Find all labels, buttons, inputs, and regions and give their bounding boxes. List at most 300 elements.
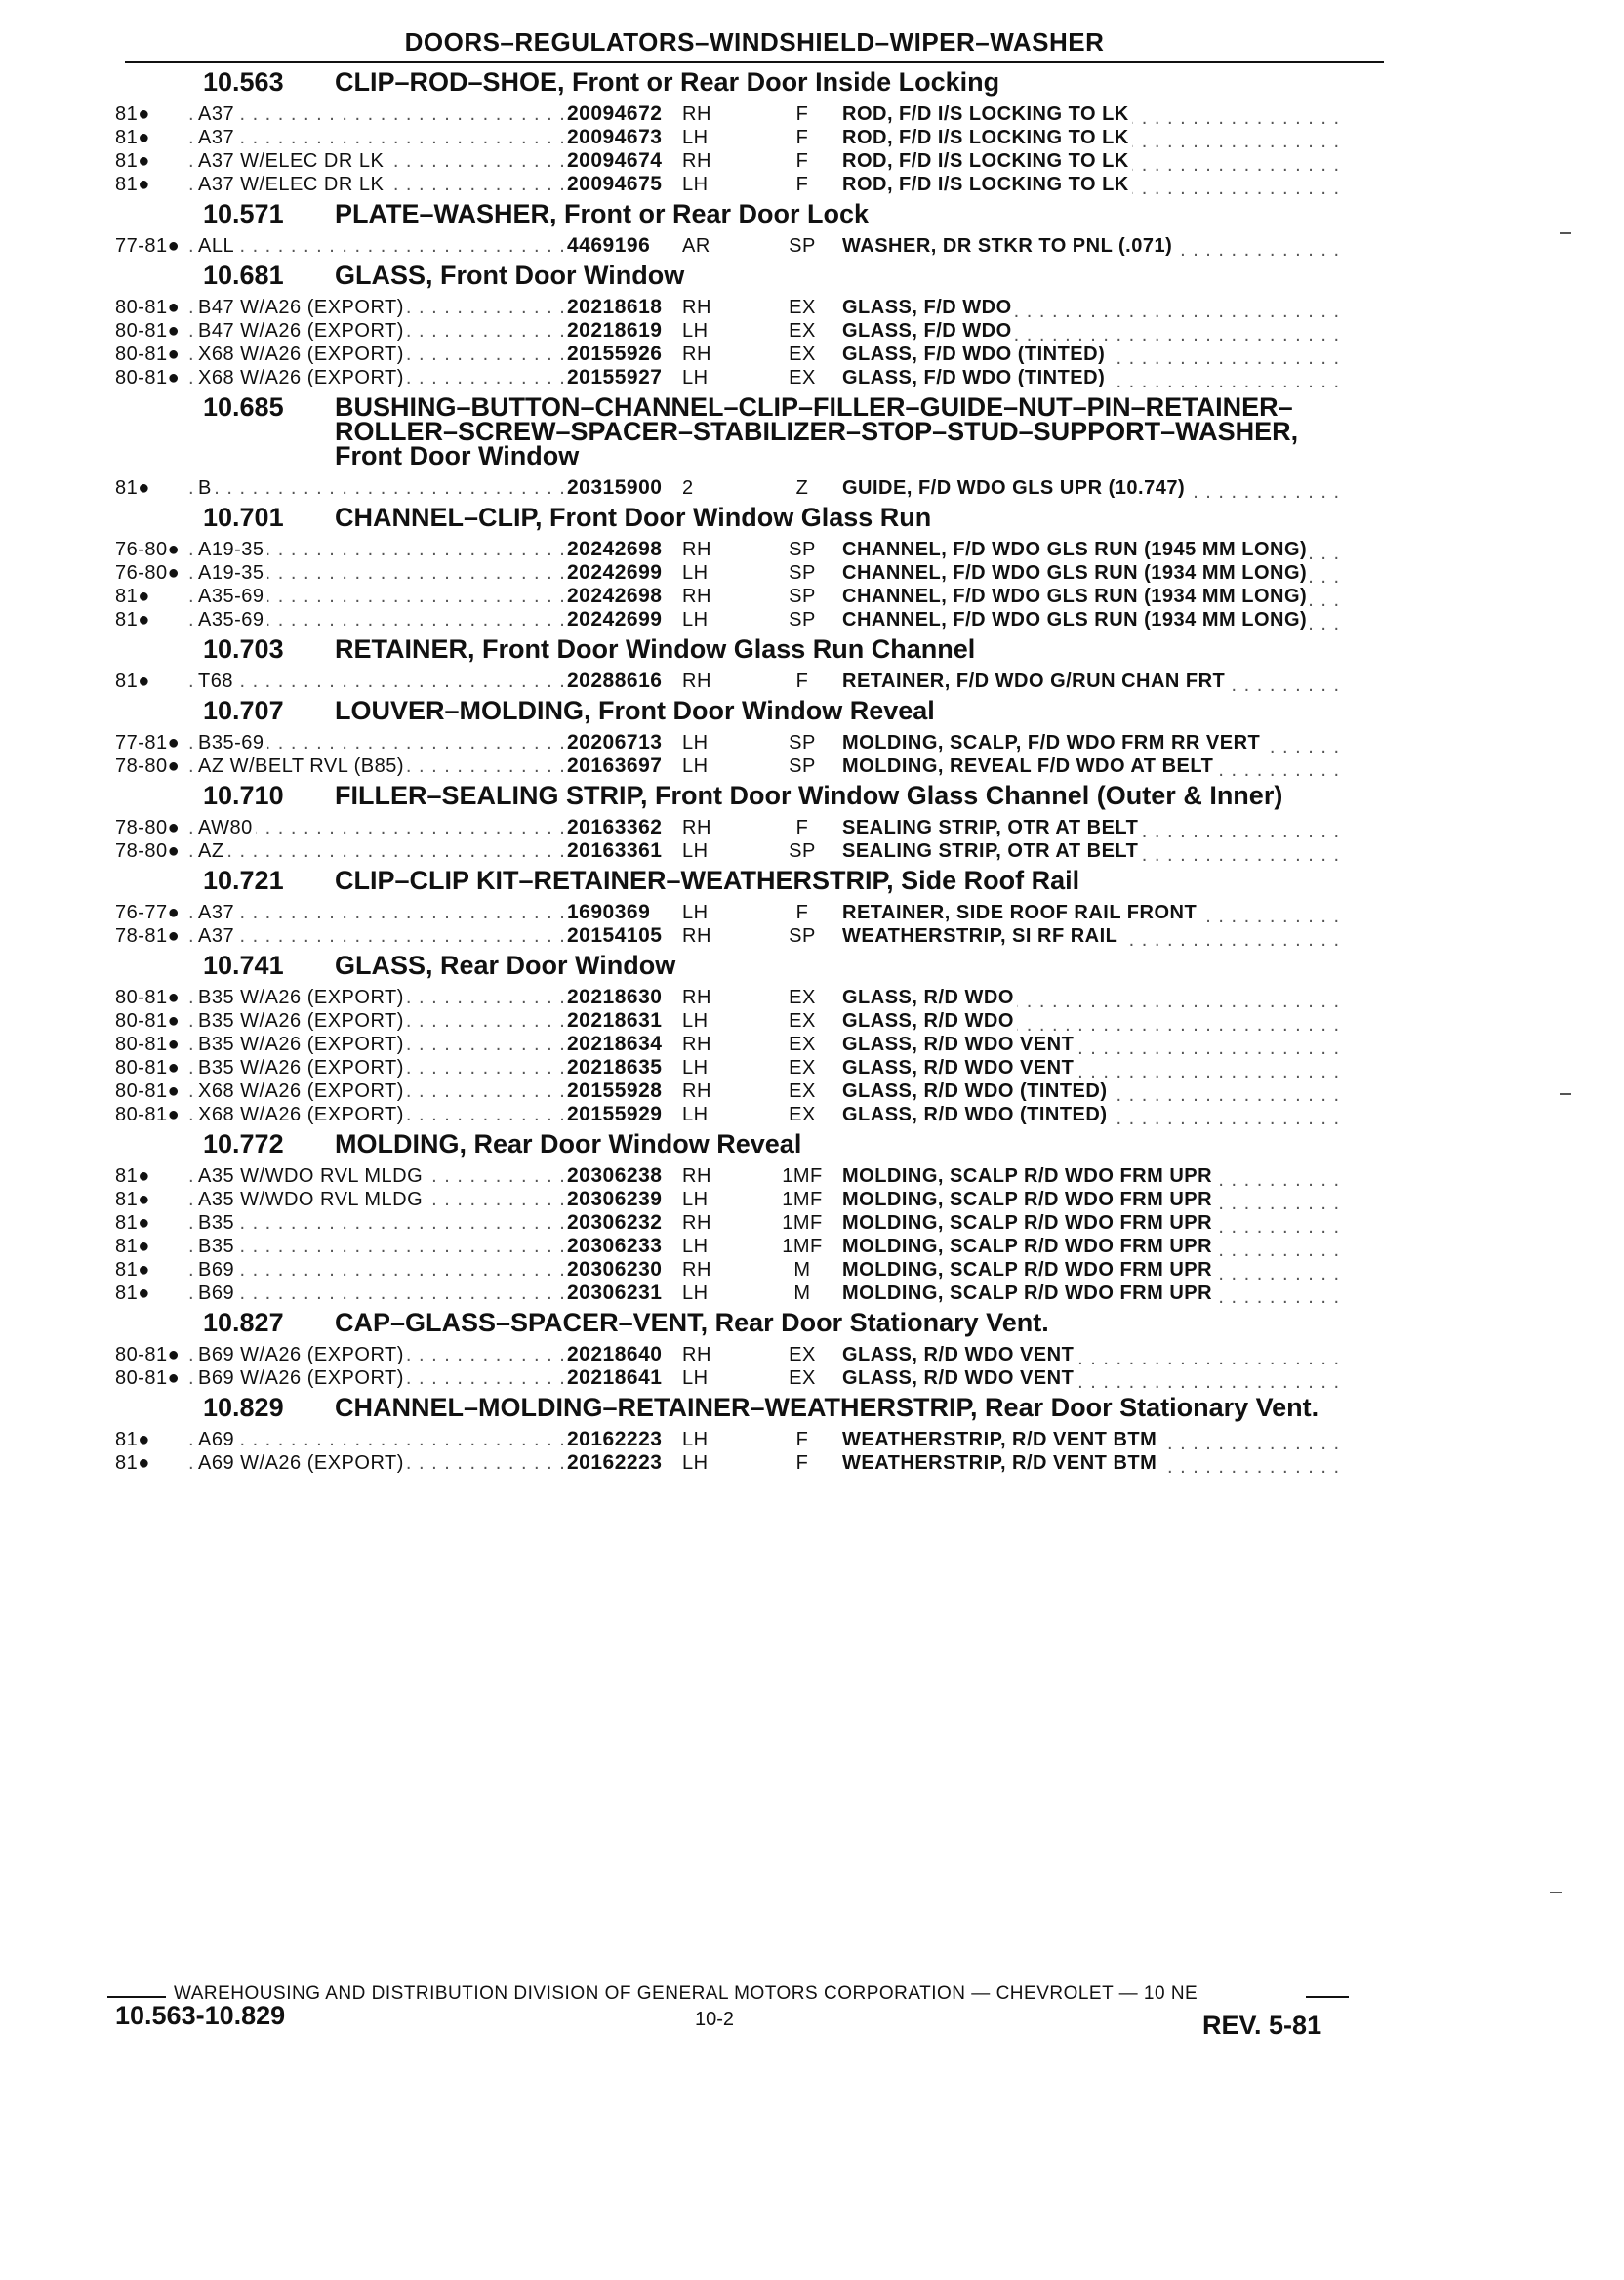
usage-description [188,1343,567,1366]
usage-description-text: ALL [198,235,237,257]
part-name-text: GLASS, F/D WDO [842,320,1015,342]
part-number: 20154105 [567,924,663,947]
class-code: EX [789,1367,816,1389]
part-name-text: GLASS, R/D WDO VENT [842,1367,1076,1389]
part-name-text: GLASS, F/D WDO [842,297,1015,318]
usage-description [188,561,567,585]
usage-description-text: A35 W/WDO RVL MLDG [198,1189,426,1210]
side-quantity: LH [682,562,709,584]
usage-description-text: B35-69 [198,732,267,753]
catalog-section [115,866,1384,948]
part-name-text: MOLDING, REVEAL F/D WDO AT BELT [842,755,1216,777]
class-code: F [795,902,809,923]
model-years: 80-81● [115,1104,181,1125]
part-name [842,731,1384,754]
usage-description [188,839,567,863]
model-years: 80-81● [115,367,181,388]
side-quantity: LH [682,1452,709,1474]
part-number: 20306233 [567,1235,663,1257]
class-code: 1MF [782,1236,823,1257]
section-heading [115,866,1384,895]
part-name-text: WEATHERSTRIP, R/D VENT BTM [842,1429,1159,1450]
part-name [842,924,1384,948]
part-row [115,1235,1384,1258]
part-name-text: GUIDE, F/D WDO GLS UPR (10.747) [842,477,1188,499]
side-quantity: RH [682,1080,711,1102]
part-row [115,1211,1384,1235]
part-number: 20218630 [567,986,663,1008]
usage-description-text: B35 W/A26 (EXPORT) [198,1010,407,1032]
part-name [842,839,1384,863]
usage-description [188,924,567,948]
usage-description [188,1188,567,1211]
part-name-text: GLASS, F/D WDO (TINTED) [842,344,1108,365]
usage-description-text: AW80 [198,817,256,838]
part-name [842,608,1384,631]
part-row [115,731,1384,754]
class-code: EX [789,1034,816,1055]
part-name [842,816,1384,839]
side-quantity: RH [682,1344,711,1365]
section-heading [115,67,1384,97]
class-code: SP [789,539,816,560]
section-number: 10.721 [203,866,284,895]
part-name [842,1009,1384,1033]
part-name-text: ROD, F/D I/S LOCKING TO LK [842,150,1132,172]
part-row [115,1343,1384,1366]
section-heading [115,951,1384,980]
part-number: 20306238 [567,1164,663,1187]
part-number: 20306230 [567,1258,663,1281]
part-name [842,670,1384,693]
part-row [115,986,1384,1009]
class-code: F [795,1452,809,1474]
side-quantity: LH [682,1104,709,1125]
footer-revision: REV. 5-81 [1202,2011,1322,2040]
section-title: GLASS, Front Door Window [335,261,685,290]
part-name-text: ROD, F/D I/S LOCKING TO LK [842,127,1132,148]
section-heading [115,781,1384,810]
model-years: 81● [115,586,150,607]
footer-section-range: 10.563-10.829 [115,2001,286,2030]
usage-description [188,1235,567,1258]
section-title: CLIP–ROD–SHOE, Front or Rear Door Inside Locking [335,67,1000,97]
part-row [115,1033,1384,1056]
model-years: 81● [115,1259,150,1281]
side-quantity: RH [682,987,711,1008]
part-name [842,1258,1384,1282]
part-name [842,343,1384,366]
part-name [842,1366,1384,1390]
catalog-section [115,503,1384,631]
usage-description-text: X68 W/A26 (EXPORT) [198,1080,407,1102]
part-name-text: WEATHERSTRIP, R/D VENT BTM [842,1452,1159,1474]
part-number: 20218619 [567,319,663,342]
model-years: 81● [115,103,150,125]
part-number: 20155928 [567,1079,663,1102]
part-name [842,538,1384,561]
part-row [115,585,1384,608]
section-heading [115,261,1384,290]
section-title: PLATE–WASHER, Front or Rear Door Lock [335,199,870,228]
section-number: 10.710 [203,781,284,810]
model-years: 80-81● [115,1080,181,1102]
class-code: SP [789,562,816,584]
model-years: 81● [115,1282,150,1304]
part-name [842,754,1384,778]
part-number: 20162223 [567,1451,663,1474]
part-name-text: GLASS, F/D WDO (TINTED) [842,367,1108,388]
model-years: 81● [115,1429,150,1450]
usage-description [188,901,567,924]
usage-description [188,538,567,561]
usage-description [188,1258,567,1282]
part-name [842,1103,1384,1126]
part-name-text: MOLDING, SCALP R/D WDO FRM UPR [842,1212,1215,1234]
part-name [842,366,1384,389]
side-quantity: RH [682,1165,711,1187]
part-name-text: ROD, F/D I/S LOCKING TO LK [842,103,1132,125]
section-number: 10.563 [203,67,284,97]
model-years: 78-80● [115,755,181,777]
class-code: F [795,817,809,838]
usage-description [188,1282,567,1305]
model-years: 76-77● [115,902,181,923]
part-name [842,126,1384,149]
part-number: 20218641 [567,1366,663,1389]
side-quantity: LH [682,1189,709,1210]
part-name-text: WASHER, DR STKR TO PNL (.071) [842,235,1175,257]
part-number: 20306232 [567,1211,663,1234]
part-name [842,1211,1384,1235]
usage-description-text: A69 W/A26 (EXPORT) [198,1452,407,1474]
part-row [115,1188,1384,1211]
class-code: EX [789,1010,816,1032]
part-number: 20206713 [567,731,663,753]
part-number: 20218634 [567,1033,663,1055]
section-title: CLIP–CLIP KIT–RETAINER–WEATHERSTRIP, Side Roof Rail [335,866,1080,895]
side-quantity: RH [682,1259,711,1281]
part-name-text: GLASS, R/D WDO (TINTED) [842,1104,1110,1125]
side-quantity: LH [682,1010,709,1032]
usage-description-text: T68 [198,671,236,692]
usage-description-text: A37 [198,902,237,923]
usage-description-text: AZ [198,840,227,862]
class-code: F [795,127,809,148]
part-name [842,1033,1384,1056]
section-number: 10.827 [203,1308,284,1337]
side-quantity: RH [682,539,711,560]
section-heading [115,634,1384,664]
side-quantity: RH [682,671,711,692]
side-quantity: RH [682,150,711,172]
class-code: M [793,1282,811,1304]
usage-description [188,476,567,500]
side-quantity: LH [682,755,709,777]
side-quantity: LH [682,320,709,342]
margin-mark [1560,232,1571,234]
section-title: CHANNEL–CLIP, Front Door Window Glass Run [335,503,932,532]
class-code: SP [789,235,816,257]
side-quantity: RH [682,344,711,365]
class-code: F [795,150,809,172]
catalog-section [115,951,1384,1126]
class-code: SP [789,840,816,862]
part-number: 20306231 [567,1282,663,1304]
usage-description-text: A37 [198,103,237,125]
side-quantity: LH [682,732,709,753]
part-name-text: WEATHERSTRIP, SI RF RAIL [842,925,1120,947]
class-code: EX [789,367,816,388]
part-row [115,1103,1384,1126]
catalog-section [115,1393,1384,1475]
section-number: 10.741 [203,951,284,980]
class-code: F [795,174,809,195]
model-years: 78-81● [115,925,181,947]
catalog-section [115,261,1384,389]
part-number: 20218618 [567,296,663,318]
class-code: F [795,103,809,125]
side-quantity: AR [682,235,710,257]
catalog-section [115,1308,1384,1390]
part-name [842,1282,1384,1305]
usage-description-text: B69 W/A26 (EXPORT) [198,1367,407,1389]
class-code: EX [789,320,816,342]
footer-right-rule [1306,1996,1349,1998]
part-name [842,901,1384,924]
part-name [842,986,1384,1009]
part-number: 20242699 [567,608,663,631]
model-years: 81● [115,174,150,195]
usage-description-text: A37 [198,925,237,947]
usage-description [188,670,567,693]
usage-description-text: B47 W/A26 (EXPORT) [198,320,407,342]
part-name-text: MOLDING, SCALP R/D WDO FRM UPR [842,1189,1215,1210]
side-quantity: 2 [682,477,694,499]
class-code: Z [795,477,809,499]
side-quantity: LH [682,840,709,862]
section-number: 10.707 [203,696,284,725]
model-years: 78-80● [115,817,181,838]
section-heading [115,503,1384,532]
part-name-text: CHANNEL, F/D WDO GLS RUN (1945 MM LONG) [842,539,1310,560]
catalog-section [115,634,1384,693]
usage-description-text: A37 W/ELEC DR LK [198,150,386,172]
usage-description [188,126,567,149]
part-name [842,234,1384,258]
part-name-text: MOLDING, SCALP R/D WDO FRM UPR [842,1282,1215,1304]
part-number: 20094673 [567,126,663,148]
part-number: 20162223 [567,1428,663,1450]
side-quantity: RH [682,1034,711,1055]
part-name [842,319,1384,343]
usage-description [188,1079,567,1103]
side-quantity: LH [682,1057,709,1079]
section-title: CHANNEL–MOLDING–RETAINER–WEATHERSTRIP, Rear Door Stationary Vent. [335,1393,1320,1422]
part-number: 20218635 [567,1056,663,1079]
part-name-text: GLASS, R/D WDO VENT [842,1057,1076,1079]
part-number: 20163361 [567,839,663,862]
part-number: 20242699 [567,561,663,584]
part-name-text: GLASS, R/D WDO [842,1010,1017,1032]
class-code: EX [789,344,816,365]
part-row [115,366,1384,389]
class-code: EX [789,987,816,1008]
model-years: 76-80● [115,539,181,560]
usage-description-text: AZ W/BELT RVL (B85) [198,755,407,777]
side-quantity: RH [682,103,711,125]
model-years: 76-80● [115,562,181,584]
part-name [842,1428,1384,1451]
parts-catalog-content [115,68,1384,1481]
part-name [842,173,1384,196]
side-quantity: LH [682,174,709,195]
usage-description-text: A35 W/WDO RVL MLDG [198,1165,426,1187]
part-name [842,1188,1384,1211]
part-name-text: CHANNEL, F/D WDO GLS RUN (1934 MM LONG) [842,609,1310,631]
part-row [115,319,1384,343]
part-number: 20094674 [567,149,663,172]
part-number: 20306239 [567,1188,663,1210]
usage-description [188,343,567,366]
part-number: 20218631 [567,1009,663,1032]
part-number: 20315900 [567,476,663,499]
part-name-text: GLASS, R/D WDO [842,987,1017,1008]
part-row [115,754,1384,778]
usage-description-text: B69 W/A26 (EXPORT) [198,1344,407,1365]
section-title: CAP–GLASS–SPACER–VENT, Rear Door Stationary Vent. [335,1308,1049,1337]
catalog-section [115,199,1384,258]
section-number: 10.571 [203,199,284,228]
part-number: 20288616 [567,670,663,692]
model-years: 80-81● [115,297,181,318]
part-name [842,1235,1384,1258]
usage-description [188,1056,567,1079]
usage-description [188,585,567,608]
model-years: 78-80● [115,840,181,862]
model-years: 80-81● [115,320,181,342]
part-number: 20155927 [567,366,663,388]
part-name-text: CHANNEL, F/D WDO GLS RUN (1934 MM LONG) [842,586,1310,607]
model-years: 81● [115,477,150,499]
class-code: EX [789,1104,816,1125]
header-rule [125,61,1384,63]
usage-description [188,986,567,1009]
side-quantity: RH [682,1212,711,1234]
part-row [115,1451,1384,1475]
model-years: 81● [115,1189,150,1210]
side-quantity: LH [682,1429,709,1450]
model-years: 80-81● [115,1010,181,1032]
usage-description-text: A35-69 [198,609,267,631]
model-years: 81● [115,1212,150,1234]
part-row [115,1056,1384,1079]
usage-description-text: B35 W/A26 (EXPORT) [198,1057,407,1079]
section-heading [115,696,1384,725]
part-number: 20242698 [567,585,663,607]
part-row [115,816,1384,839]
model-years: 81● [115,609,150,631]
usage-description-text: B35 [198,1212,237,1234]
class-code: M [793,1259,811,1281]
part-name-text: SEALING STRIP, OTR AT BELT [842,817,1141,838]
section-number: 10.829 [203,1393,284,1422]
part-number: 4469196 [567,234,651,257]
usage-description [188,1366,567,1390]
model-years: 80-81● [115,1344,181,1365]
usage-description [188,149,567,173]
part-name [842,149,1384,173]
side-quantity: RH [682,297,711,318]
section-title: FILLER–SEALING STRIP, Front Door Window Glass Channel (Outer & Inner) [335,781,1283,810]
part-row [115,670,1384,693]
part-number: 20218640 [567,1343,663,1365]
part-name-text: GLASS, R/D WDO VENT [842,1034,1076,1055]
part-name-text: MOLDING, SCALP R/D WDO FRM UPR [842,1236,1215,1257]
side-quantity: LH [682,367,709,388]
part-row [115,924,1384,948]
side-quantity: RH [682,586,711,607]
section-heading [115,392,1384,470]
usage-description-text: A19-35 [198,539,267,560]
part-row [115,343,1384,366]
usage-description-text: A37 [198,127,237,148]
side-quantity: LH [682,127,709,148]
usage-description [188,816,567,839]
part-row [115,1366,1384,1390]
catalog-section [115,1129,1384,1305]
model-years: 80-81● [115,1034,181,1055]
usage-description-text: B35 W/A26 (EXPORT) [198,1034,407,1055]
usage-description-text: B35 [198,1236,237,1257]
side-quantity: LH [682,1236,709,1257]
usage-description-text: B69 [198,1282,237,1304]
catalog-section [115,67,1384,196]
usage-description [188,1164,567,1188]
section-title: MOLDING, Rear Door Window Reveal [335,1129,802,1159]
model-years: 81● [115,1165,150,1187]
class-code: SP [789,732,816,753]
part-row [115,476,1384,500]
catalog-section [115,392,1384,500]
usage-description [188,296,567,319]
class-code: SP [789,586,816,607]
part-name [842,102,1384,126]
class-code: SP [789,755,816,777]
usage-description [188,1211,567,1235]
part-row [115,234,1384,258]
section-title: GLASS, Rear Door Window [335,951,676,980]
side-quantity: LH [682,1367,709,1389]
model-years: 80-81● [115,987,181,1008]
usage-description-text: B35 W/A26 (EXPORT) [198,987,407,1008]
section-heading [115,199,1384,228]
section-heading [115,1393,1384,1422]
section-title: LOUVER–MOLDING, Front Door Window Reveal [335,696,935,725]
part-row [115,608,1384,631]
part-name [842,296,1384,319]
usage-description [188,234,567,258]
part-number: 20155926 [567,343,663,365]
usage-description-text: B [198,477,215,499]
usage-description [188,1009,567,1033]
class-code: 1MF [782,1165,823,1187]
margin-mark [1550,1892,1562,1893]
part-row [115,296,1384,319]
part-row [115,1258,1384,1282]
usage-description [188,1451,567,1475]
class-code: EX [789,1080,816,1102]
